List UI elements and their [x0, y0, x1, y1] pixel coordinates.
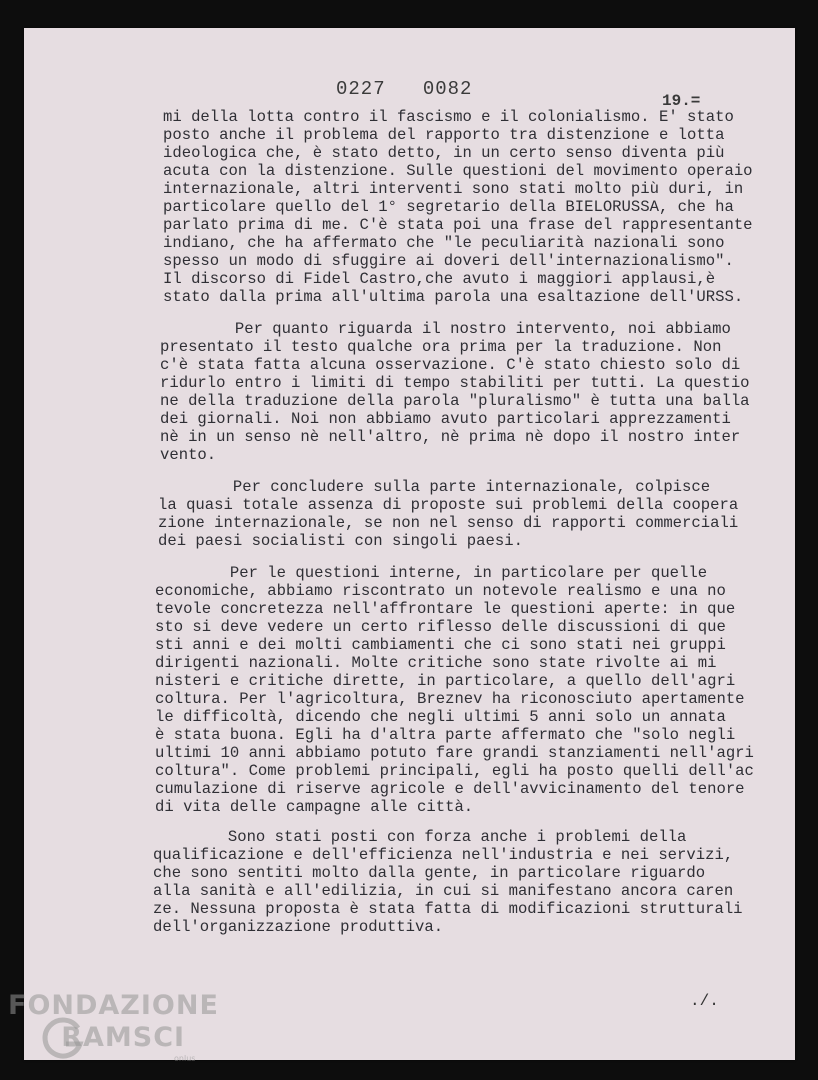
text-line: ultimi 10 anni abbiamo potuto fare grandi stanziamenti nell'agri	[155, 744, 754, 762]
text-line: particolare quello del 1° segretario della BIELORUSSA, che ha	[163, 198, 734, 216]
text-line: Sono stati posti con forza anche i problemi della	[153, 828, 687, 846]
text-line: presentato il testo qualche ora prima per la traduzione. Non	[160, 338, 722, 356]
logo-text-line2: RAMSCI	[61, 1022, 186, 1053]
text-line: dell'organizzazione produttiva.	[153, 918, 444, 936]
text-line: le difficoltà, dicendo che negli ultimi 5 anni solo un annata	[155, 708, 726, 726]
text-line: c'è stata fatta alcuna osservazione. C'è stato chiesto solo di	[160, 356, 741, 374]
logo-subtitle: onlus	[174, 1054, 196, 1063]
text-line: la quasi totale assenza di proposte sui problemi della coopera	[158, 496, 739, 514]
text-line: Per concludere sulla parte internazionale, colpisce	[158, 478, 711, 496]
text-line: acuta con la distenzione. Sulle questioni del movimento operaio	[163, 162, 753, 180]
text-line: ne della traduzione della parola "pluralismo" è tutta una balla	[160, 392, 750, 410]
text-line: ideologica che, è stato detto, in un certo senso diventa più	[163, 144, 725, 162]
text-line: spesso un modo di sfuggire ai doveri dell'internazionalismo".	[163, 252, 734, 270]
text-line: posto anche il problema del rapporto tra distenzione e lotta	[163, 126, 725, 144]
text-line: vento.	[160, 446, 217, 464]
text-line: ze. Nessuna proposta è stata fatta di modificazioni strutturali	[153, 900, 743, 918]
text-line: sto si deve vedere un certo riflesso delle discussioni di que	[155, 618, 726, 636]
page-number: 19.=	[662, 92, 701, 110]
text-line: dei paesi socialisti con singoli paesi.	[158, 532, 523, 550]
text-line: coltura. Per l'agricoltura, Breznev ha riconosciuto apertamente	[155, 690, 745, 708]
text-line: Il discorso di Fidel Castro,che avuto i maggiori applausi,è	[163, 270, 716, 288]
text-line: internazionale, altri interventi sono stati molto più duri, in	[163, 180, 744, 198]
text-line: dei giornali. Noi non abbiamo avuto particolari apprezzamenti	[160, 410, 731, 428]
text-line: alla sanità e all'edilizia, in cui si manifestano ancora caren	[153, 882, 734, 900]
text-line: qualificazione e dell'efficienza nell'industria e nei servizi,	[153, 846, 734, 864]
text-line: sti anni e dei molti cambiamenti che ci sono stati nei gruppi	[155, 636, 726, 654]
fondazione-gramsci-logo	[8, 990, 219, 1070]
text-line: è stata buona. Egli ha d'altra parte affermato che "solo negli	[155, 726, 736, 744]
text-line: indiano, che ha affermato che "le peculiarità nazionali sono	[163, 234, 725, 252]
text-line: mi della lotta contro il fascismo e il colonialismo. E' stato	[163, 108, 734, 126]
text-line: economiche, abbiamo riscontrato un notevole realismo e una no	[155, 582, 726, 600]
archive-number: 0227 0082	[336, 78, 473, 100]
logo-text-line1: FONDAZIONE	[8, 990, 219, 1021]
continuation-mark: ./.	[690, 992, 719, 1010]
text-line: parlato prima di me. C'è stata poi una frase del rappresentante	[163, 216, 753, 234]
text-line: tevole concretezza nell'affrontare le questioni aperte: in que	[155, 600, 736, 618]
text-line: cumulazione di riserve agricole e dell'avvicinamento del tenore	[155, 780, 745, 798]
text-line: zione internazionale, se non nel senso di rapporti commerciali	[158, 514, 739, 532]
text-line: di vita delle campagne alle città.	[155, 798, 474, 816]
text-line: nisteri e critiche dirette, in particolare, a quello dell'agri	[155, 672, 736, 690]
text-line: coltura". Come problemi principali, egli ha posto quelli dell'ac	[155, 762, 754, 780]
text-line: che sono sentiti molto dalla gente, in particolare riguardo	[153, 864, 706, 882]
text-line: Per le questioni interne, in particolare per quelle	[155, 564, 708, 582]
text-line: stato dalla prima all'ultima parola una esaltazione dell'URSS.	[163, 288, 744, 306]
text-line: ridurlo entro i limiti di tempo stabiliti per tutti. La questio	[160, 374, 750, 392]
text-line: dirigenti nazionali. Molte critiche sono state rivolte ai mi	[155, 654, 717, 672]
text-line: nè in un senso nè nell'altro, nè prima nè dopo il nostro inter	[160, 428, 741, 446]
text-line: Per quanto riguarda il nostro intervento, noi abbiamo	[160, 320, 731, 338]
